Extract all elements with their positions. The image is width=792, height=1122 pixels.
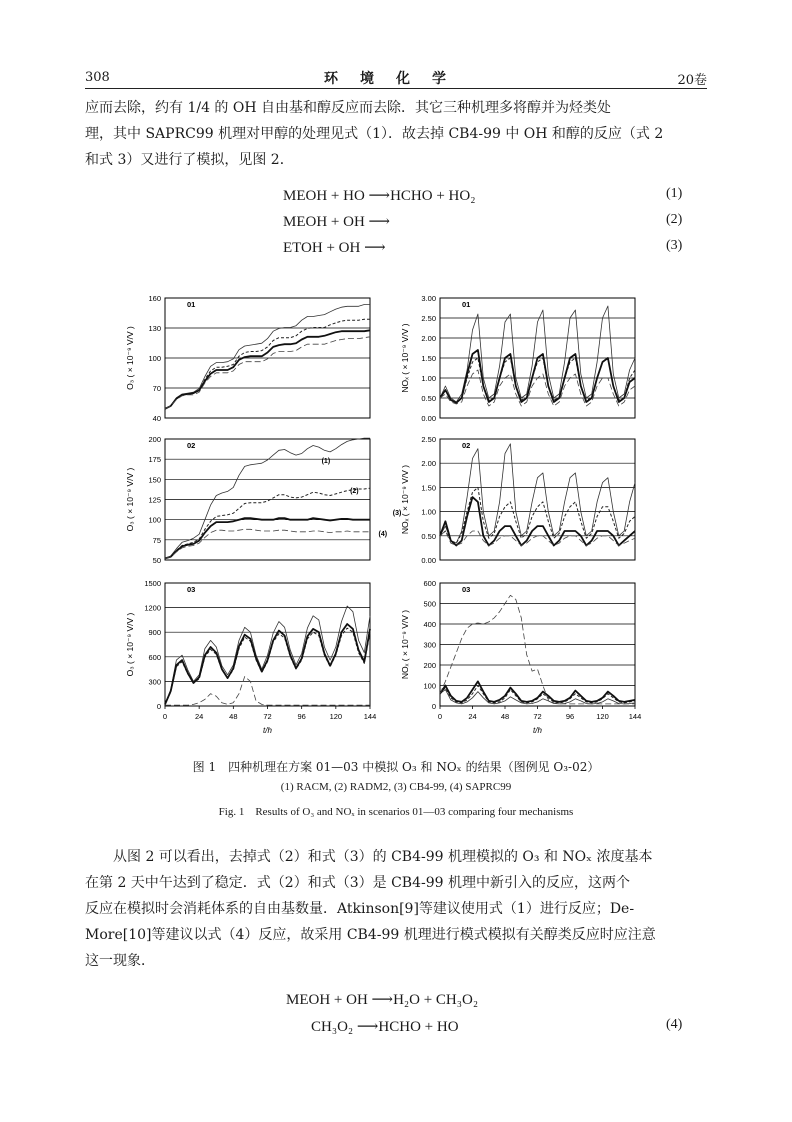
y-tick-label: 600: [148, 652, 161, 662]
intro-paragraph: [85, 95, 707, 173]
equation-rhs: H₂O + CH₃O₂: [393, 992, 479, 1008]
y-tick-label: 1.50: [421, 483, 436, 493]
series-annotation: (1): [321, 458, 331, 466]
series-annotation: (3): [392, 509, 402, 517]
figure-caption-cn: 图 1 四种机理在方案 01—03 中模拟 O₃ 和 NOₓ 的结果（图例见 O₃-02）: [192, 760, 600, 774]
x-tick-label: 72: [533, 712, 542, 721]
volume-label: 20卷: [677, 73, 707, 88]
series-line-saprc99: [440, 531, 635, 546]
y-axis-label: O₃ ( × 10⁻⁹ V/V ): [125, 612, 135, 677]
y-tick-label: 50: [152, 556, 161, 565]
y-tick-label: 3.00: [421, 294, 436, 303]
series-line-racm: [165, 606, 370, 704]
text-line: 和式 3）又进行了模拟，见图 2．: [85, 152, 294, 168]
journal-title: 环境化学: [324, 71, 468, 87]
y-tick-label: 100: [423, 681, 436, 691]
equation-rhs: HCHO + HO₂: [390, 188, 476, 204]
figure-caption-en: Fig. 1 Results of O₃ and NOₓ in scenarios 01—03 comparing four mechanisms: [218, 806, 574, 818]
y-tick-label: 1500: [144, 579, 161, 588]
y-tick-label: 2.00: [421, 459, 436, 469]
y-tick-label: 200: [148, 435, 161, 444]
series-line-radm2: [165, 319, 370, 409]
equation-2: [283, 212, 390, 231]
y-axis-label: NOₓ ( × 10⁻⁹ V/V ): [400, 464, 410, 535]
text-line: More[10]等建议以式（4）反应，故采用 CB4-99 机理进行模式模拟有关醇类反应时应注意: [85, 927, 656, 943]
y-tick-label: 70: [152, 384, 161, 393]
x-tick-label: 144: [363, 712, 377, 721]
x-tick-label: 48: [229, 712, 238, 721]
text-line: 这一现象．: [85, 953, 155, 969]
text-line: 在第 2 天中午达到了稳定．式（2）和式（3）是 CB4-99 机理中新引入的反应，这两个: [85, 875, 630, 891]
equation-rhs: HCHO + HO: [378, 1019, 459, 1035]
y-axis-label: O₃ ( × 10⁻⁹ V/V ): [125, 467, 135, 532]
series-line-saprc99: [165, 337, 370, 409]
equation-lhs: ETOH + OH: [283, 240, 361, 256]
y-tick-label: 0.00: [421, 556, 436, 565]
panel-title: 01: [187, 300, 196, 309]
x-tick-label: 24: [194, 712, 204, 721]
figure-1: [0, 280, 792, 750]
y-tick-label: 1.00: [421, 507, 436, 517]
x-tick-label: 0: [437, 712, 443, 721]
equation-3: [283, 238, 386, 257]
figure-legend-line: (1) RACM, (2) RADM2, (3) CB4-99, (4) SAPRC99: [280, 781, 512, 793]
y-tick-label: 300: [148, 677, 161, 687]
x-tick-label: 96: [565, 712, 575, 721]
y-tick-label: 175: [148, 455, 161, 465]
panel-title: 02: [187, 441, 196, 450]
series-annotation: (4): [378, 530, 388, 538]
discussion-paragraph: [85, 844, 707, 974]
y-tick-label: 0: [156, 702, 161, 711]
y-tick-label: 2.50: [421, 435, 436, 444]
series-line-saprc99: [440, 595, 635, 704]
panel-title: 01: [462, 300, 471, 309]
equation-4b: [311, 1017, 459, 1036]
series-line-cb4-99: [165, 518, 370, 558]
arrow-icon: ⟶: [371, 992, 394, 1008]
arrow-icon: ⟶: [364, 240, 386, 256]
y-tick-label: 160: [148, 294, 161, 303]
text-line: 从图 2 可以看出，去掉式（2）和式（3）的 CB4-99 机理模拟的 O₃ 和 NOₓ 浓度基本: [113, 849, 653, 865]
y-tick-label: 1.00: [421, 374, 436, 383]
equation-number: (2): [666, 212, 683, 227]
y-axis-label: NOₓ ( × 10⁻⁹ V/V ): [400, 609, 410, 680]
y-tick-label: 900: [148, 628, 161, 638]
page-number: 308: [85, 70, 110, 85]
text-line: 反应在模拟时会消耗体系的自由基数量．Atkinson[9]等建议使用式（1）进行反应；De-: [85, 901, 635, 917]
series-line-cb4-99: [165, 330, 370, 409]
equation-4a: [286, 990, 478, 1009]
equation-1: [283, 186, 475, 205]
series-line-racm: [165, 438, 370, 558]
y-tick-label: 40: [152, 414, 161, 423]
y-tick-label: 500: [423, 599, 436, 609]
equation-number: (4): [666, 1017, 683, 1032]
y-tick-label: 130: [148, 324, 161, 333]
y-tick-label: 1.50: [421, 354, 436, 363]
equation-number: (1): [666, 186, 683, 201]
series-annotation: (2): [350, 488, 359, 496]
panel-title: 03: [187, 585, 196, 594]
y-tick-label: 1200: [144, 603, 161, 613]
y-tick-label: 0.50: [421, 531, 436, 541]
x-axis-label: t/h: [263, 726, 272, 735]
x-tick-label: 120: [596, 712, 609, 721]
series-line-saprc99: [165, 529, 370, 558]
plot-frame: [165, 583, 370, 706]
x-tick-label: 72: [263, 712, 272, 721]
y-tick-label: 125: [148, 495, 161, 505]
x-tick-label: 144: [628, 712, 642, 721]
x-axis-label: t/h: [533, 726, 542, 735]
arrow-icon: ⟶: [356, 1019, 379, 1035]
y-axis-label: NOₓ ( × 10⁻⁹ V/V ): [400, 323, 410, 393]
equation-lhs: MEOH + OH: [286, 992, 368, 1008]
y-tick-label: 0: [431, 702, 436, 711]
x-tick-label: 120: [329, 712, 343, 721]
series-line-saprc99: [440, 370, 635, 406]
y-tick-label: 2.50: [421, 314, 436, 323]
series-line-racm: [440, 444, 635, 543]
plot-frame: [440, 439, 635, 560]
panel-title: 03: [462, 585, 471, 594]
y-tick-label: 2.00: [421, 334, 436, 343]
y-tick-label: 150: [148, 475, 161, 485]
series-line-radm2: [165, 488, 370, 558]
series-line-radm2: [440, 487, 635, 543]
y-tick-label: 300: [423, 640, 436, 650]
running-header: [85, 66, 707, 89]
y-tick-label: 75: [152, 535, 161, 545]
x-tick-label: 96: [297, 712, 306, 721]
y-axis-label: O₃ ( × 10⁻⁹ V/V ): [125, 326, 135, 390]
x-tick-label: 0: [162, 712, 168, 721]
text-line: 理，其中 SAPRC99 机理对甲醇的处理见式（1）．故去掉 CB4-99 中 OH 和醇的反应（式 2: [85, 126, 664, 142]
y-tick-label: 200: [423, 661, 436, 670]
y-tick-label: 100: [148, 354, 161, 363]
equation-lhs: CH₃O₂: [311, 1019, 354, 1035]
y-tick-label: 0.00: [421, 414, 436, 423]
series-line-cb4-99: [165, 624, 370, 704]
text-line: 应而去除，约有 1/4 的 OH 自由基和醇反应而去除．其它三种机理多将醇并为烃类处: [85, 100, 612, 116]
series-line-racm: [440, 306, 635, 402]
y-tick-label: 0.50: [421, 394, 436, 403]
x-tick-label: 48: [500, 712, 510, 721]
equation-lhs: MEOH + HO: [283, 188, 365, 204]
y-tick-label: 100: [148, 515, 161, 525]
series-line-racm: [165, 305, 370, 409]
equation-number: (3): [666, 238, 683, 253]
arrow-icon: ⟶: [368, 214, 391, 230]
arrow-icon: ⟶: [368, 188, 391, 204]
panel-title: 02: [462, 441, 471, 450]
y-tick-label: 400: [423, 620, 436, 629]
series-line-cb4-99: [440, 681, 635, 702]
y-tick-label: 600: [423, 579, 436, 588]
x-tick-label: 24: [468, 712, 477, 721]
equation-lhs: MEOH + OH: [283, 214, 365, 230]
